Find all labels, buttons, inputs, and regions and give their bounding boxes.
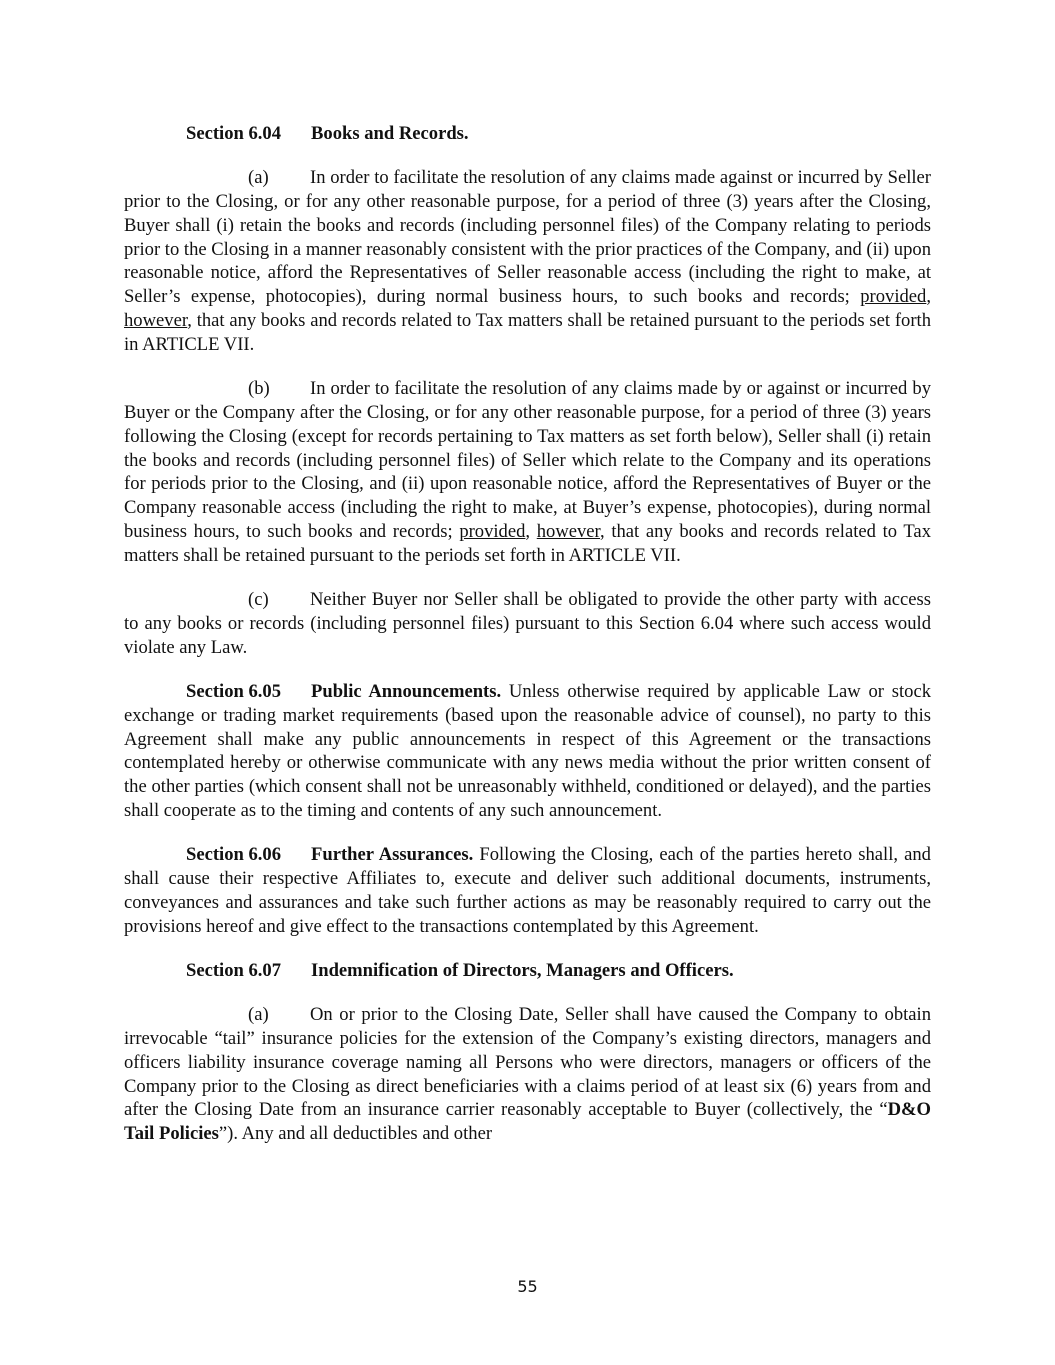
section-number: Section 6.04 bbox=[186, 123, 282, 144]
section-6-07-heading bbox=[124, 959, 931, 983]
section-6-04-a bbox=[124, 166, 931, 356]
clause-text-end: , that any books and records related to Tax matters shall be retained pursuant to the periods set forth in ARTICLE VII. bbox=[124, 520, 931, 566]
section-title: Public Announcements. bbox=[311, 680, 502, 702]
however-term: however bbox=[124, 310, 188, 332]
page-number: 55 bbox=[517, 1277, 538, 1296]
section-6-06 bbox=[124, 843, 931, 938]
clause-label: (a) bbox=[248, 1004, 269, 1026]
section-title: Indemnification of Directors, Managers and Officers. bbox=[311, 959, 734, 981]
section-number: Section 6.06 bbox=[186, 844, 282, 866]
clause-text: In order to facilitate the resolution of any claims made by or against or incurred by Buyer or the Company after the Closing, or for any other reasonable purpose, for a period of three (3) years following the Closing (except for records pertaining to Tax matters as set forth below), Seller shall (i) retain the books and records (including personnel files) of Seller which relate to the Company and its operations for periods prior to the Closing, and (ii) upon reasonable notice, afford the Representatives of Buyer or the Company reasonable access (including the right to make, at Buyer’s expense, photocopies), during normal business hours, to such books and records; bbox=[124, 378, 931, 542]
document-page bbox=[124, 122, 931, 1166]
clause-label: (b) bbox=[248, 378, 270, 400]
provided-term: provided bbox=[459, 520, 526, 542]
clause-text-end: ”). Any and all deductibles and other bbox=[218, 1123, 493, 1145]
however-term: however bbox=[536, 520, 601, 542]
clause-label: (c) bbox=[248, 589, 269, 611]
clause-text: In order to facilitate the resolution of any claims made against or incurred by Seller prior to the Closing, or for any other reasonable purpose, for a period of three (3) years after the Closing, Buyer shall (i) retain the books and records (including personnel files) of the Company relating to periods prior to the Closing in a manner reasonably consistent with the prior practices of the Company, and (ii) upon reasonable notice, afford the Representatives of Seller reasonable access (including the right to make, at Seller’s expense, photocopies), during normal business hours, to such books and records; bbox=[124, 167, 931, 308]
provided-term: provided bbox=[860, 286, 927, 308]
section-6-07-a bbox=[124, 1003, 931, 1146]
section-6-05 bbox=[124, 680, 931, 823]
section-6-04-heading bbox=[124, 122, 931, 146]
section-text: Following the Closing, each of the parties hereto shall, and shall cause their respective Affiliates to, execute and deliver such additional documents, instruments, conveyances and assurances and take such further actions as may be reasonably required to carry out the provisions hereof and give effect to the transactions contemplated by this Agreement. bbox=[124, 844, 931, 937]
section-text: Unless otherwise required by applicable Law or stock exchange or trading market requirements (based upon the reasonable advice of counsel), no party to this Agreement shall make any public announcements in respect of this Agreement or the transactions contemplated hereby or otherwise communicate with any news media without the prior written consent of the other parties (which consent shall not be unreasonably withheld, conditioned or delayed), and the parties shall cooperate as to the timing and contents of any such announcement. bbox=[124, 680, 932, 821]
clause-text: Neither Buyer nor Seller shall be obligated to provide the other party with access to any books or records (including personnel files) pursuant to this Section 6.04 where such access would violate any Law. bbox=[124, 589, 931, 658]
section-title: Books and Records. bbox=[311, 123, 469, 144]
section-6-04-c bbox=[124, 588, 931, 659]
section-title: Further Assurances. bbox=[311, 844, 474, 866]
section-number: Section 6.05 bbox=[186, 680, 282, 702]
clause-text: On or prior to the Closing Date, Seller shall have caused the Company to obtain irrevocable “tail” insurance policies for the extension of the Company’s existing directors, managers and officers liability insurance coverage naming all Persons who were directors, managers or officers of the Company prior to the Closing as direct beneficiaries with a claims period of at least six (6) years from and after the Closing Date from an insurance carrier reasonably acceptable to Buyer (collectively, the “ bbox=[124, 1004, 931, 1121]
separator: , bbox=[525, 520, 537, 542]
defined-term: D&O Tail Policies bbox=[124, 1099, 931, 1145]
clause-text-end: , that any books and records related to Tax matters shall be retained pursuant to the periods set forth in ARTICLE VII. bbox=[124, 310, 931, 355]
section-number: Section 6.07 bbox=[186, 959, 282, 981]
separator: , bbox=[926, 286, 931, 308]
section-6-04-b bbox=[124, 377, 931, 567]
clause-label: (a) bbox=[248, 167, 269, 189]
